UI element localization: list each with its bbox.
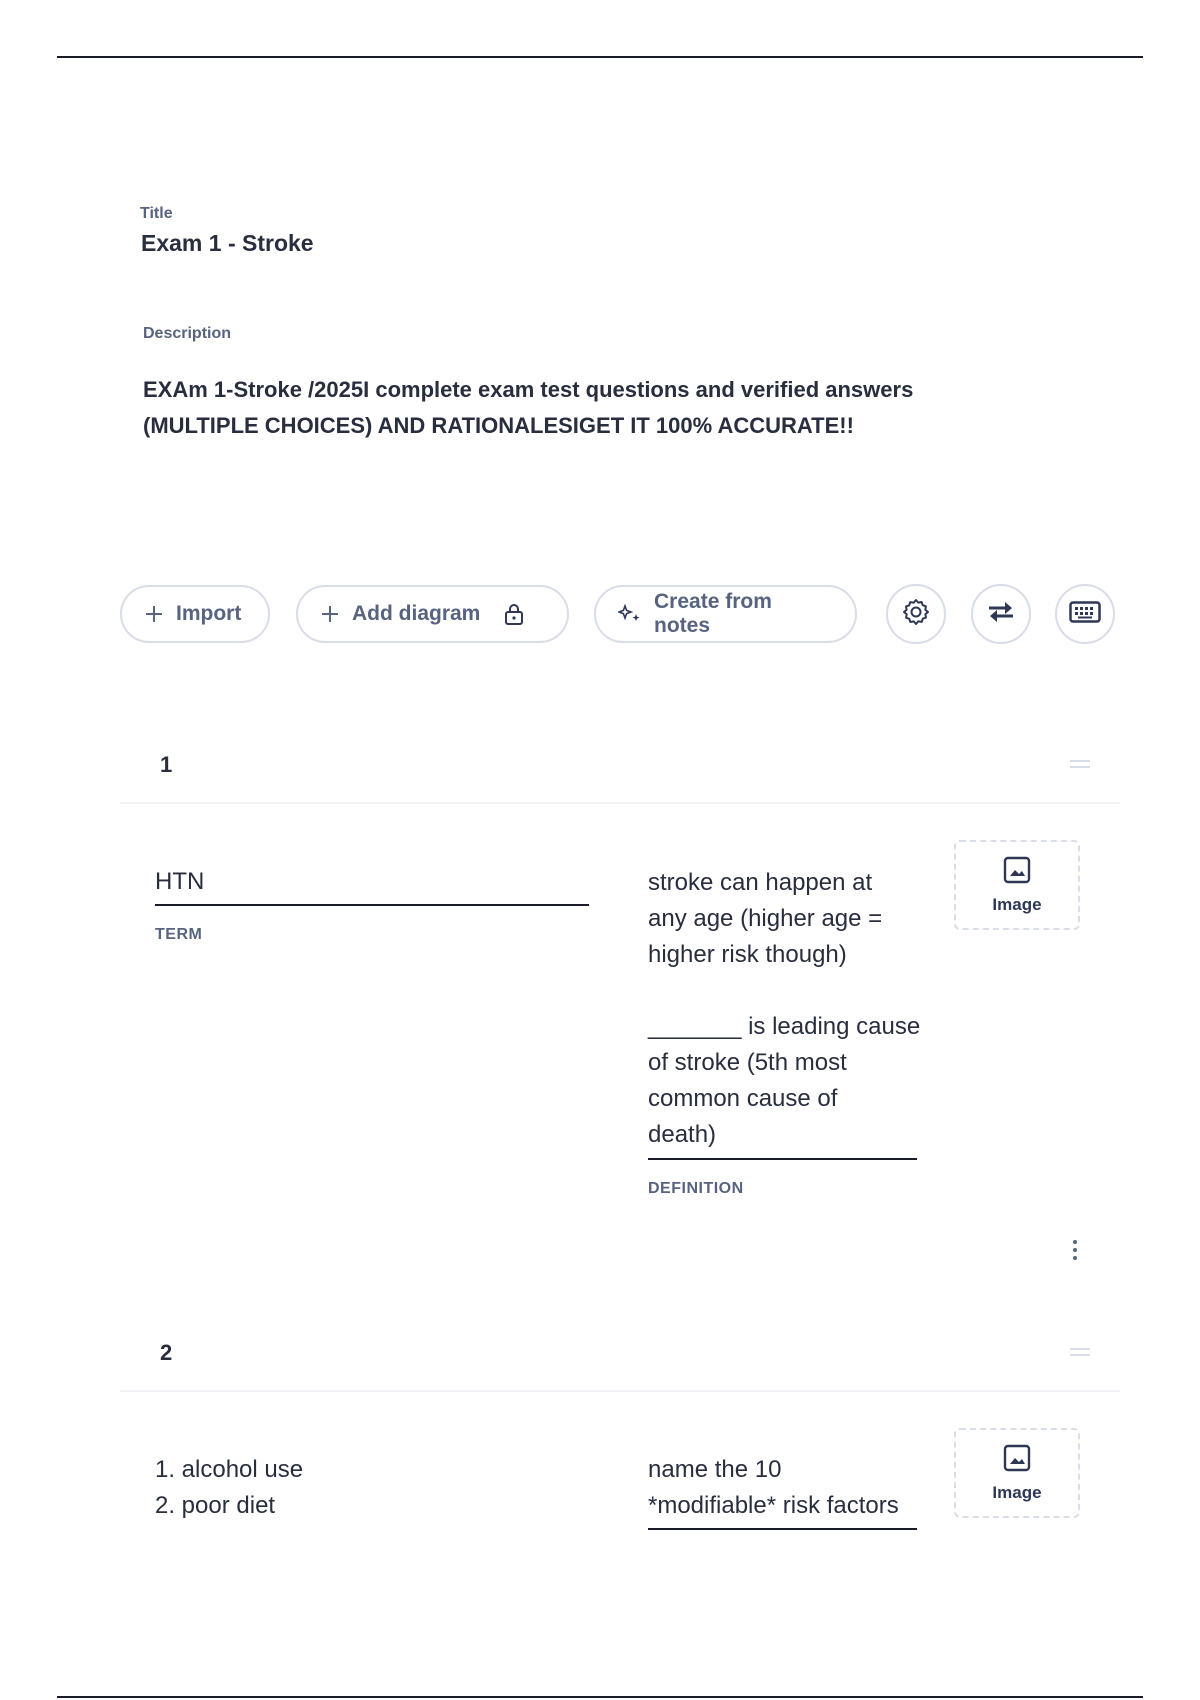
definition-input[interactable] (648, 1452, 938, 1524)
definition-line: death) (648, 1121, 717, 1148)
term-label: TERM (155, 926, 203, 943)
plus-icon (320, 604, 340, 624)
image-icon (1003, 1444, 1031, 1477)
definition-line: higher risk though) (648, 941, 847, 968)
swap-button[interactable] (971, 584, 1031, 644)
create-from-notes-button[interactable] (594, 585, 857, 643)
add-image-button[interactable] (954, 840, 1080, 930)
definition-underline (648, 1528, 917, 1530)
drag-handle-icon[interactable] (1070, 760, 1090, 772)
set-description[interactable] (143, 372, 1023, 444)
card-number: 2 (160, 1340, 173, 1365)
definition-line: of stroke (5th most (648, 1049, 847, 1076)
title-label: Title (140, 205, 173, 222)
definition-line: any age (higher age = (648, 905, 883, 932)
page-top-rule (57, 56, 1143, 58)
definition-line (648, 973, 928, 1009)
definition-line: stroke can happen at (648, 869, 873, 896)
add-image-button[interactable] (954, 1428, 1080, 1518)
add-diagram-button[interactable] (296, 585, 569, 643)
description-line-1: EXAm 1-Stroke /2025I complete exam test questions and verified answers (143, 377, 914, 402)
settings-button[interactable] (886, 584, 946, 644)
import-button[interactable] (120, 585, 270, 643)
import-label: Import (176, 602, 242, 625)
keyboard-icon (1069, 601, 1101, 628)
term-line: HTN (155, 868, 205, 895)
definition-line: common cause of (648, 1085, 838, 1112)
description-label: Description (143, 325, 232, 342)
more-options-icon[interactable] (1070, 1240, 1080, 1264)
create-from-notes-label: Create from notes (654, 590, 772, 637)
lock-icon (504, 603, 524, 625)
image-label: Image (992, 1482, 1042, 1502)
image-icon (1003, 856, 1031, 889)
term-input[interactable] (155, 864, 204, 900)
swap-icon (986, 599, 1016, 630)
definition-line: name the 10 (648, 1456, 782, 1483)
keyboard-shortcuts-button[interactable] (1055, 584, 1115, 644)
term-underline (155, 904, 589, 906)
definition-line: _______ is leading cause (648, 1013, 921, 1040)
set-title[interactable]: Exam 1 - Stroke (141, 230, 314, 256)
definition-input[interactable] (648, 865, 928, 1153)
sparkle-icon (618, 604, 642, 624)
page-bottom-rule (57, 1696, 1143, 1698)
image-label: Image (992, 894, 1042, 914)
plus-icon (144, 604, 164, 624)
gear-icon (901, 597, 931, 632)
card-divider (120, 1390, 1120, 1392)
term-line: 1. alcohol use (155, 1456, 304, 1483)
description-line-2: (MULTIPLE CHOICES) AND RATIONALESIGET IT 100% ACCURATE!! (143, 413, 854, 438)
definition-underline (648, 1158, 917, 1160)
add-diagram-label: Add diagram (352, 602, 481, 625)
term-input[interactable] (155, 1452, 303, 1524)
term-line: 2. poor diet (155, 1492, 276, 1519)
card-divider (120, 802, 1120, 804)
definition-line: *modifiable* risk factors (648, 1492, 899, 1519)
card-number: 1 (160, 752, 173, 777)
definition-label: DEFINITION (648, 1180, 744, 1197)
drag-handle-icon[interactable] (1070, 1348, 1090, 1360)
